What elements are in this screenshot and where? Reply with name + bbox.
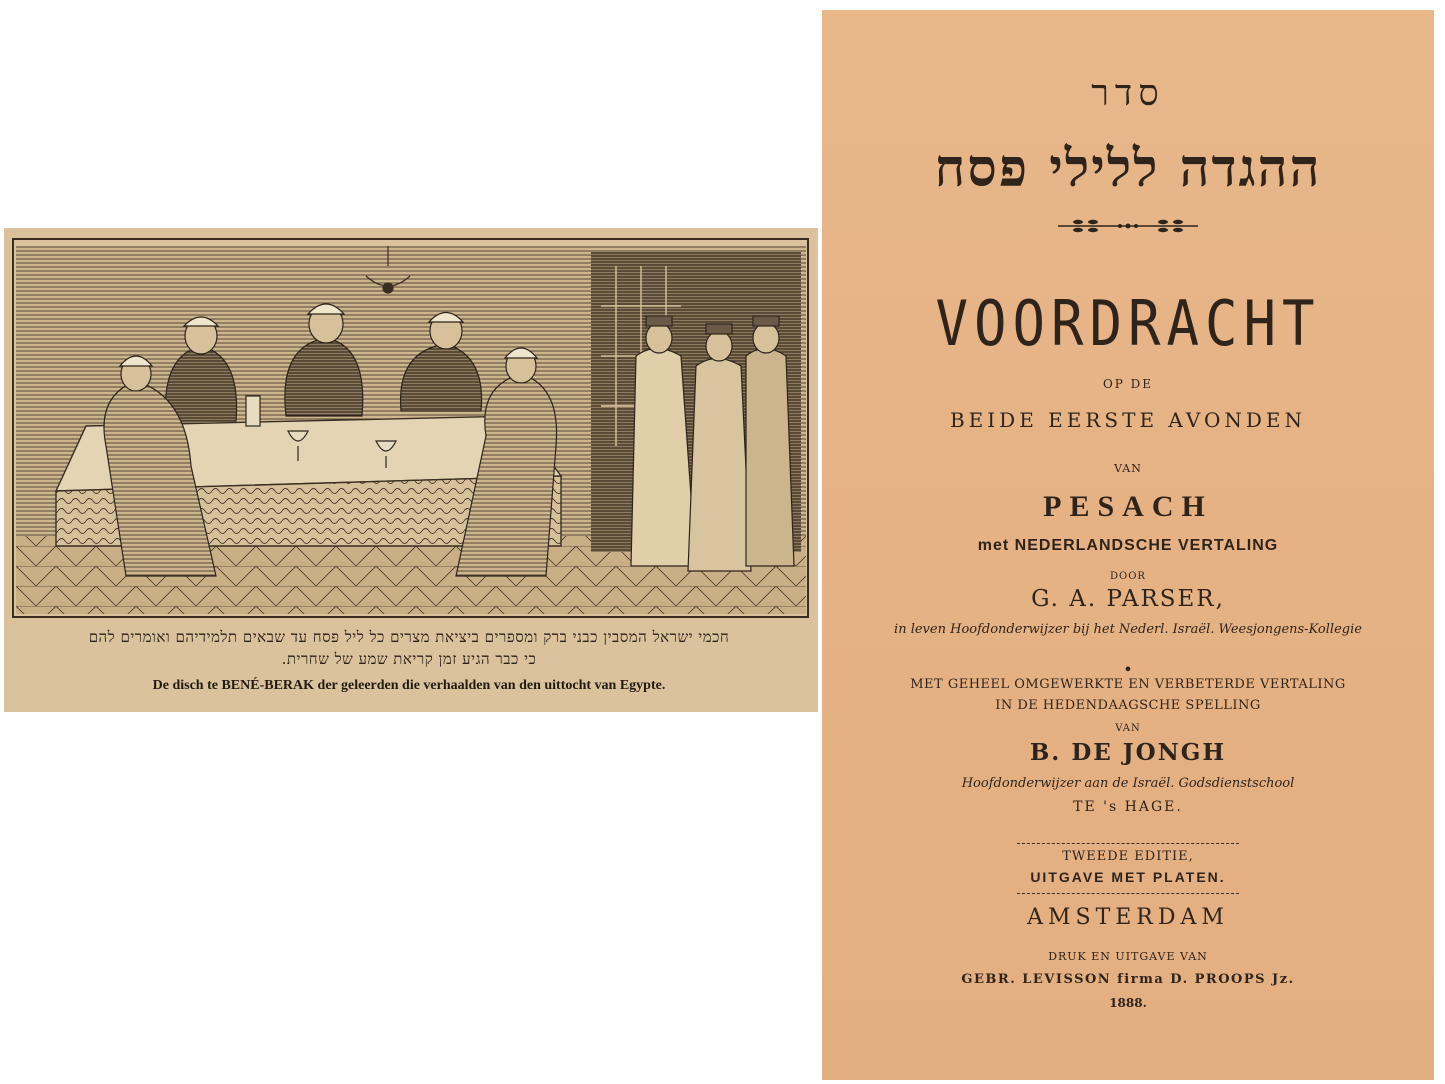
reviser-place: TE 's HAGE. xyxy=(1073,799,1183,815)
hebrew-caption-line1: חכמי ישראל המסבין כבני ברק ומספרים ביציאת מצרים כל ליל פסח עד שבאים תלמידיהם ואומרים להם xyxy=(88,628,730,646)
revision-line-2: IN DE HEDENDAAGSCHE SPELLING xyxy=(995,698,1261,713)
edition-note: UITGAVE MET PLATEN. xyxy=(1030,869,1226,885)
divider-rule-top xyxy=(1017,843,1239,844)
hebrew-caption-line2: כי כבר הגיע זמן קריאת שמע של שחרית. xyxy=(281,650,537,668)
engraving-plate xyxy=(4,228,818,712)
title-page xyxy=(822,10,1434,1080)
publication-year: 1888. xyxy=(1109,996,1147,1010)
ornament-icon xyxy=(1048,215,1208,237)
druk-line: DRUK EN UITGAVE VAN xyxy=(1048,950,1208,963)
revision-line-1: MET GEHEEL OMGEWERKTE EN VERBETERDE VERTALING xyxy=(910,677,1346,692)
main-title: VOORDRACHT xyxy=(935,287,1321,360)
seder-engraving-illustration xyxy=(16,246,806,614)
pesach-heading: PESACH xyxy=(1043,490,1213,523)
author-name: G. A. PARSER, xyxy=(1031,586,1225,612)
publisher-name: GEBR. LEVISSON firma D. PROOPS Jz. xyxy=(961,972,1295,987)
reviser-description: Hoofdonderwijzer aan de Israël. Godsdienstschool xyxy=(961,776,1295,791)
op-de-line: OP DE xyxy=(1102,377,1154,391)
subtitle-avonden: BEIDE EERSTE AVONDEN xyxy=(949,408,1306,432)
vertaling-line: met NEDERLANDSCHE VERTALING xyxy=(977,537,1279,554)
door-line: DOOR xyxy=(1110,571,1146,582)
haggadah-hebrew-title: ההגדה ללילי פסח xyxy=(934,138,1322,199)
divider-rule-bottom xyxy=(1017,893,1239,894)
author-description: in leven Hoofdonderwijzer bij het Nederl. Israël. Weesjongens-Kollegie xyxy=(894,622,1362,637)
edition-line: TWEEDE EDITIE, xyxy=(1062,849,1194,864)
city-name: AMSTERDAM xyxy=(1027,905,1229,930)
van-line-1: VAN xyxy=(1114,462,1142,475)
dot-separator: • xyxy=(1123,660,1133,679)
floral-ornament-divider xyxy=(822,215,1434,241)
dutch-caption: De disch te BENÉ-BERAK der geleerden die verhaalden van den uittocht van Egypte. xyxy=(152,678,666,693)
van-line-2: VAN xyxy=(1115,723,1141,734)
reviser-name: B. DE JONGH xyxy=(1029,739,1227,766)
seder-heading: סדר xyxy=(1091,73,1165,114)
